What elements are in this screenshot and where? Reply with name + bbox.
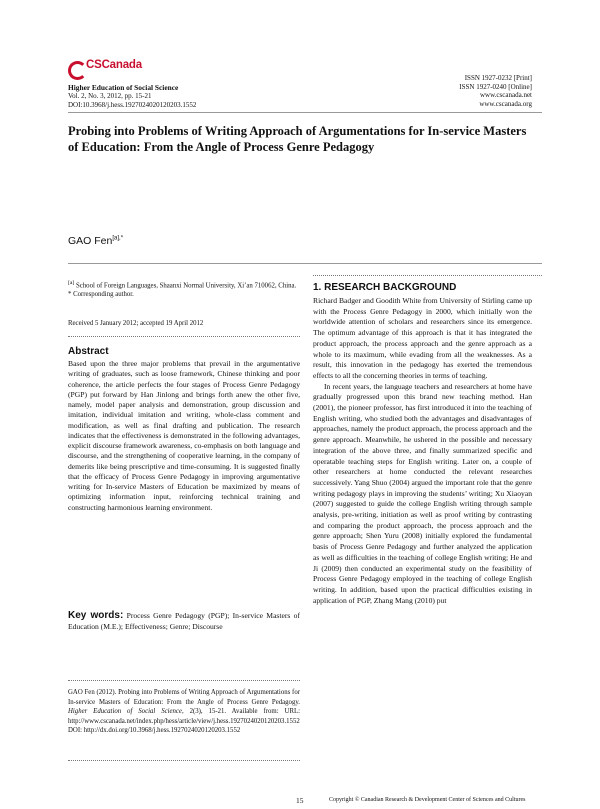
citation-url[interactable]: 2(3), 15-21. Available from: URL: http://www.cscanada.net/index.php/hess/article/view/j.hess.1927024020120203.1552 bbox=[68, 708, 301, 725]
section-heading: 1. RESEARCH BACKGROUND bbox=[313, 282, 457, 293]
author-marks: [a],* bbox=[112, 235, 124, 242]
author-name bbox=[68, 235, 123, 247]
citation-doi[interactable]: DOI: http://dx.doi.org/10.3968/j.hess.1927024020120203.1552 bbox=[68, 727, 241, 734]
page-number: 15 bbox=[296, 796, 304, 805]
citation-text: GAO Fen (2012). Probing into Problems of Writing Approach of Argumentations for In-service Masters of Education: From the Angle of Process Genre Pedagogy. bbox=[68, 689, 300, 706]
paragraph-1: Richard Badger and Goodith White from University of Stirling came up with the Process Genre Pedagogy in 2000, which initially won the worldwide attention of scholars and researchers since its emergence. The optimum advantage of this approach is that it has integrated the product approach, the process approach and the genre approach as a whole to its maximum, while evading from all the weaknesses. As a result, this innovation in the pedagogy has exerted the tremendous effects to all the concerning theories in terms of teaching. bbox=[313, 296, 532, 380]
url-net[interactable]: www.cscanada.net bbox=[479, 91, 532, 100]
publisher-logo-text: CSCanada bbox=[86, 59, 142, 71]
citation-divider-top bbox=[68, 680, 300, 681]
url-org[interactable]: www.cscanada.org bbox=[479, 100, 532, 109]
journal-name: Higher Education of Social Science bbox=[68, 83, 179, 92]
citation-divider-bottom bbox=[68, 760, 300, 761]
paper-title: Probing into Problems of Writing Approach of Argumentations for In-service Masters of Education: From the Angle of Process Genre Pedagogy bbox=[68, 124, 527, 154]
header-rule bbox=[68, 112, 542, 113]
abstract-text: Based upon the three major problems that prevail in the argumentative writing of graduates, such as loose framework, Chinese thinking and poor coherence, the article perfects the four stages of Process Genre Pedagogy (PGP) put forward by Han Jinlong and brings forth anew the other five, namely, model paper analysis and demonstration, group discussion and imitation, individual imitation and writing, whole-class comment and modification, as well as final drafting and publication. The research indicates that the effectiveness is demonstrated in the following advantages, explicit discourse framework awareness, co-emphasis on both language and discourse, and the strengthening of cooperative learning, in the company of demerits like being prescriptive and time-consuming. It is suggested finally that the efficacy of Process Genre Pedagogy in improving argumentative writing for In-service Masters of Education be maximized by means of optimizing information input, reinforcing technical training and constructing harmonious learning environment. bbox=[68, 359, 300, 512]
corresponding-author: * Corresponding author. bbox=[68, 291, 134, 299]
citation-journal: Higher Education of Social Science, bbox=[68, 708, 184, 715]
keywords-heading: Key words: bbox=[68, 610, 124, 621]
affiliation-mark: [a] bbox=[68, 280, 75, 286]
author-rule bbox=[68, 263, 542, 264]
author-name-text: GAO Fen bbox=[68, 235, 113, 247]
volume-line: Vol. 2, No. 3, 2012, pp. 15-21 bbox=[68, 92, 152, 100]
keywords-text: Process Genre Pedagogy (PGP); In-service Masters of Education (M.E.); Effectiveness; Genre; Discourse bbox=[68, 611, 300, 631]
received-dates: Received 5 January 2012; accepted 19 April 2012 bbox=[68, 320, 204, 327]
cscanada-logo-icon bbox=[68, 61, 87, 80]
keywords bbox=[68, 611, 300, 632]
abstract-heading: Abstract bbox=[68, 346, 109, 357]
issn-block bbox=[459, 74, 532, 109]
affiliation-text: School of Foreign Languages, Shaanxi Normal University, Xi’an 710062, China. bbox=[75, 282, 297, 290]
section-divider bbox=[313, 275, 542, 276]
issn-print: ISSN 1927-0232 [Print] bbox=[464, 74, 532, 82]
copyright: Copyright © Canadian Research & Development Center of Sciences and Cultures bbox=[329, 797, 526, 803]
volume-info bbox=[68, 92, 196, 109]
paragraph-2: In recent years, the language teachers and researchers at home have gradually progressed upon this brand new teaching method. Han (2001), the pioneer professor, has first introduced it into the teaching of English writing, who studied both the advantages and disadvantages of approaches, namely the product approach, the process approach and the genre approach. Meanwhile, he ushered in the possible and necessary integration of the above three, and finally summarized specific and operatable teaching steps for English writing. Later on, a couple of other researchers at home conducted the relevant researches successively. Yang Shuo (2004) argued the important role that the genre writing pedagogy plays in improving the students’ writing; Xu Xiaoyan (2007) suggested to guide the college English writing through sample analysis, pre-writing, initiation as well as proof writing by contrasting and comparing the product approach, the process approach and the genre approach; Shen Yuru (2008) initially explored the fundamental basis of Process Genre Pedagogy and further analyzed the application as well as difficulties in the teaching of college English writing; He and Ji (2009) then conducted an experimental study on the feasibility of Process Genre Pedagogy employed in the teaching of college English writing. In addition, based upon the practical difficulties existing in application of PGP, Zhang Mang (2010) put bbox=[313, 381, 532, 605]
abstract-divider bbox=[68, 336, 300, 337]
affiliation bbox=[68, 279, 298, 300]
issn-online: ISSN 1927-0240 [Online] bbox=[459, 82, 532, 91]
doi-line: DOI:10.3968/j.hess.1927024020120203.1552 bbox=[68, 100, 197, 109]
citation bbox=[68, 688, 300, 736]
section-body bbox=[313, 296, 532, 606]
